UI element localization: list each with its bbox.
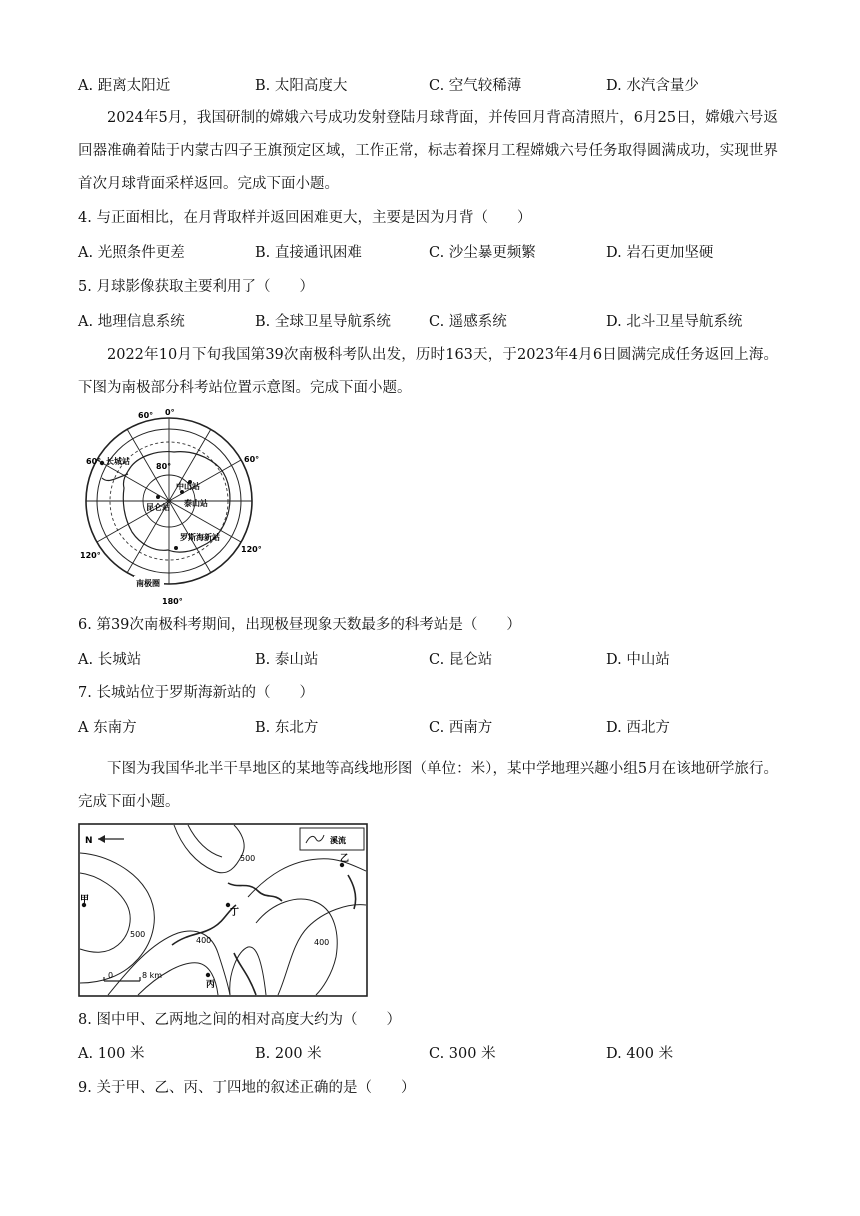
- question-7: 7. 长城站位于罗斯海新站的（ ）: [78, 685, 314, 701]
- option-d[interactable]: D. 西北方: [606, 720, 670, 736]
- question-5: 5. 月球影像获取主要利用了（ ）: [78, 279, 314, 295]
- scale-distance: 8 km: [142, 971, 163, 980]
- lon-label-180: 180°: [162, 597, 183, 606]
- question-9: 9. 关于甲、乙、丙、丁四地的叙述正确的是（ ）: [78, 1080, 416, 1096]
- option-a[interactable]: A. 距离太阳近: [78, 78, 171, 94]
- passage-text: 下图为我国华北半干旱地区的某地等高线地形图（单位：米），某中学地理兴趣小组5月在该地研学旅行。完成下面小题。: [78, 761, 778, 810]
- passage-text: 2024年5月，我国研制的嫦娥六号成功发射登陆月球背面，并传回月背高清照片，6月25日，嫦娥六号返回器准确着陆于内蒙古四子王旗预定区域，工作正常，标志着探月工程嫦娥六号任务取得圆满成功，实现世界首次月球背面采样返回。完成下面小题。: [78, 110, 778, 192]
- option-b[interactable]: B. 东北方: [255, 720, 319, 736]
- lon-label-60w-left: 60°: [86, 457, 102, 466]
- option-b[interactable]: B. 直接通讯困难: [255, 245, 362, 261]
- option-c[interactable]: C. 300 米: [429, 1046, 496, 1062]
- legend-stream: 溪流: [330, 836, 346, 845]
- option-a[interactable]: A. 100 米: [78, 1046, 145, 1062]
- question-6: 6. 第39次南极科考期间，出现极昼现象天数最多的科考站是（ ）: [78, 617, 521, 633]
- q5-options: [78, 310, 778, 332]
- contour-topographic-map: [78, 823, 368, 998]
- passage-contour: [78, 753, 778, 819]
- option-b[interactable]: B. 200 米: [255, 1046, 322, 1062]
- option-b[interactable]: B. 太阳高度大: [255, 78, 348, 94]
- option-b[interactable]: B. 泰山站: [255, 652, 319, 668]
- scale-zero: 0: [108, 971, 114, 980]
- place-yi: 乙: [340, 854, 350, 864]
- contour-label-500-north: 500: [240, 854, 256, 863]
- antarctic-circle-label: 南极圈: [136, 579, 160, 588]
- contour-label-400-east: 400: [314, 938, 330, 947]
- option-d[interactable]: D. 岩石更加坚硬: [606, 245, 714, 261]
- q8-options: [78, 1042, 778, 1064]
- option-c[interactable]: C. 遥感系统: [429, 314, 507, 330]
- option-c[interactable]: C. 昆仑站: [429, 652, 493, 668]
- place-bing: 丙: [206, 980, 216, 990]
- q6-options: [78, 648, 778, 670]
- lon-label-0: 0°: [165, 408, 175, 417]
- place-jia: 甲: [80, 895, 90, 905]
- lon-label-120w: 120°: [80, 551, 101, 560]
- north-arrow-label: N: [85, 836, 93, 846]
- contour-label-400-center: 400: [196, 936, 212, 945]
- question-8: 8. 图中甲、乙两地之间的相对高度大约为（ ）: [78, 1012, 401, 1028]
- option-d[interactable]: D. 400 米: [606, 1046, 674, 1062]
- place-ding: 丁: [230, 908, 240, 918]
- option-b[interactable]: B. 全球卫星导航系统: [255, 314, 391, 330]
- option-c[interactable]: C. 西南方: [429, 720, 493, 736]
- lat-label-80: 80°: [156, 462, 172, 471]
- option-c[interactable]: C. 空气较稀薄: [429, 78, 522, 94]
- question-4: 4. 与正面相比，在月背取样并返回困难更大，主要是因为月背（ ）: [78, 210, 532, 226]
- option-d[interactable]: D. 水汽含量少: [606, 78, 699, 94]
- lon-label-120e: 120°: [241, 545, 262, 554]
- station-changcheng: 长城站: [106, 457, 130, 466]
- q4-options: [78, 241, 778, 263]
- passage-text: 2022年10月下旬我国第39次南极科考队出发，历时163天，于2023年4月6日圆满完成任务返回上海。下图为南极部分科考站位置示意图。完成下面小题。: [78, 347, 778, 396]
- station-taishan: 泰山站: [184, 499, 208, 508]
- q7-options: [78, 716, 778, 738]
- passage-change6: [78, 102, 778, 201]
- option-d[interactable]: D. 北斗卫星导航系统: [606, 314, 743, 330]
- option-a[interactable]: A. 长城站: [78, 652, 142, 668]
- option-a[interactable]: A. 光照条件更差: [78, 245, 185, 261]
- option-a[interactable]: A 东南方: [78, 720, 137, 736]
- lon-label-60w: 60°: [138, 411, 154, 420]
- station-ross-sea: 罗斯海新站: [180, 533, 220, 542]
- option-c[interactable]: C. 沙尘暴更频繁: [429, 245, 536, 261]
- station-kunlun: 昆仑站: [146, 503, 170, 512]
- lon-label-60e: 60°: [244, 455, 260, 464]
- contour-label-500-west: 500: [130, 930, 146, 939]
- option-a[interactable]: A. 地理信息系统: [78, 314, 185, 330]
- option-d[interactable]: D. 中山站: [606, 652, 670, 668]
- q3-options: [78, 74, 778, 96]
- antarctic-station-map: [78, 406, 268, 606]
- passage-antarctic: [78, 339, 778, 405]
- station-zhongshan: 中山站: [176, 482, 200, 491]
